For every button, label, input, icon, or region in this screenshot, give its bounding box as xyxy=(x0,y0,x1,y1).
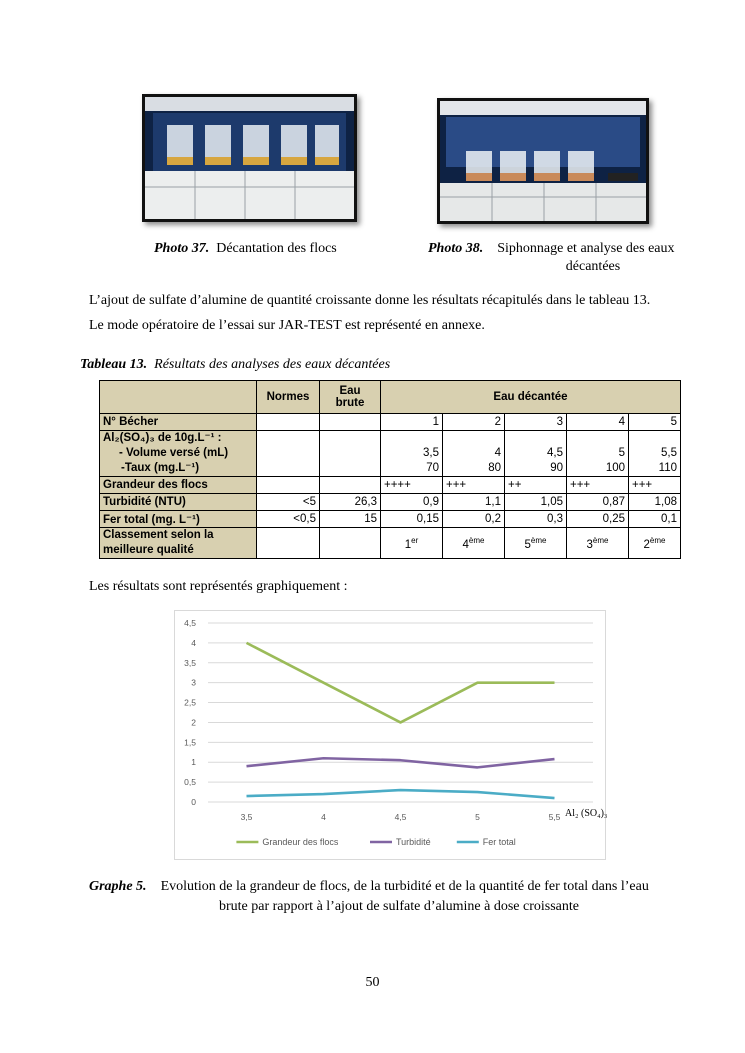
y-tick-label: 1,5 xyxy=(184,737,196,748)
photo-38-caption-label: Photo 38. xyxy=(428,241,484,256)
photo-38-caption-text-line1: Siphonnage et analyse des eaux xyxy=(497,241,675,256)
table-cell: 0,87 xyxy=(567,494,629,511)
photo-siphonnage xyxy=(437,98,649,224)
photo-38-caption-text-line2: décantées xyxy=(565,259,621,274)
series-line xyxy=(247,790,555,798)
table-caption-label: Tableau 13. xyxy=(80,357,148,372)
chart-svg xyxy=(175,611,608,859)
header-eau-brute: Eau brute xyxy=(320,381,381,414)
table-row xyxy=(100,431,681,477)
table-cell xyxy=(320,528,381,559)
y-tick-label: 2,5 xyxy=(184,697,196,708)
table-cell: ++++ xyxy=(381,477,443,494)
graph-caption-label: Graphe 5. xyxy=(89,879,147,894)
table-cell: 26,3 xyxy=(320,494,381,511)
y-tick-label: 0 xyxy=(191,797,196,807)
table-row xyxy=(100,414,681,431)
row-label-grandeur: Grandeur des flocs xyxy=(100,477,257,494)
table-cell: 1,05 xyxy=(505,494,567,511)
table-cell: +++ xyxy=(567,477,629,494)
table-cell xyxy=(257,431,320,477)
row-label-turbidite: Turbidité (NTU) xyxy=(100,494,257,511)
table-cell xyxy=(257,477,320,494)
row-label-becher: N° Bécher xyxy=(100,414,257,431)
table-cell: 4,5 90 xyxy=(505,431,567,477)
table-cell: 5,5 110 xyxy=(629,431,681,477)
table-row xyxy=(100,528,681,559)
table-header-row xyxy=(100,381,681,414)
table-caption xyxy=(80,356,390,374)
photo-37-caption-label: Photo 37. xyxy=(154,241,210,256)
table-cell: 5 xyxy=(629,414,681,431)
line-chart xyxy=(174,610,606,860)
table-cell: 1,08 xyxy=(629,494,681,511)
y-tick-label: 4,5 xyxy=(184,618,196,628)
photo-38-caption xyxy=(428,240,698,276)
row-label-alumine: Al₂(SO₄)₃ de 10g.L⁻¹ : - Volume versé (mL) -Taux (mg.L⁻¹) xyxy=(100,431,257,477)
table-cell: 0,25 xyxy=(567,511,629,528)
table-cell xyxy=(257,528,320,559)
table-cell: 5ème xyxy=(505,528,567,559)
x-tick-label: 5,5 xyxy=(548,812,561,822)
table-cell: 1,1 xyxy=(443,494,505,511)
y-tick-label: 2 xyxy=(191,717,196,728)
table-corner-cell xyxy=(100,381,257,414)
x-axis-label: Al₂ (SO₄)₃ xyxy=(565,808,608,819)
photo-37-caption-text: Décantation des flocs xyxy=(216,241,337,256)
photo-decantation-flocs xyxy=(142,94,357,222)
table-cell: 4ème xyxy=(443,528,505,559)
header-normes: Normes xyxy=(257,381,320,414)
y-tick-label: 3,5 xyxy=(184,657,196,668)
table-cell: <0,5 xyxy=(257,511,320,528)
y-tick-label: 3 xyxy=(191,677,196,688)
row-label-fer: Fer total (mg. L⁻¹) xyxy=(100,511,257,528)
photo-37-caption xyxy=(154,240,337,258)
table-cell: 0,2 xyxy=(443,511,505,528)
paragraph-2: Le mode opératoire de l’essai sur JAR-TEST est représenté en annexe. xyxy=(89,318,485,333)
y-tick-label: 1 xyxy=(191,757,196,768)
y-tick-label: 0,5 xyxy=(184,777,196,788)
table-cell: 4 80 xyxy=(443,431,505,477)
y-tick-label: 4 xyxy=(191,637,196,648)
legend-label: Fer total xyxy=(482,837,516,847)
table-cell: ++ xyxy=(505,477,567,494)
table-row xyxy=(100,511,681,528)
page-number: 50 xyxy=(365,975,380,990)
table-cell: 1 xyxy=(381,414,443,431)
table-cell xyxy=(320,431,381,477)
table-cell: +++ xyxy=(629,477,681,494)
graph-caption-line1: Evolution de la grandeur de flocs, de la turbidité et de la quantité de fer total dans l’eau xyxy=(160,879,649,894)
table-cell: 15 xyxy=(320,511,381,528)
row-label-classement: Classement selon la meilleure qualité xyxy=(100,528,257,559)
x-tick-label: 4,5 xyxy=(394,812,407,822)
table-row xyxy=(100,477,681,494)
table-cell: 0,3 xyxy=(505,511,567,528)
legend-label: Grandeur des flocs xyxy=(262,837,339,847)
graph-caption xyxy=(89,878,709,916)
graph-intro: Les résultats sont représentés graphiquement : xyxy=(89,579,348,594)
table-cell: 3,5 70 xyxy=(381,431,443,477)
x-tick-label: 5 xyxy=(475,812,480,822)
table-cell: 5 100 xyxy=(567,431,629,477)
graph-caption-line2: brute par rapport à l’ajout de sulfate d’alumine à dose croissante xyxy=(219,899,579,914)
legend-label: Turbidité xyxy=(396,837,431,847)
table-cell xyxy=(320,477,381,494)
table-cell: 0,9 xyxy=(381,494,443,511)
table-cell: 2ème xyxy=(629,528,681,559)
table-cell: 3ème xyxy=(567,528,629,559)
series-line xyxy=(247,758,555,767)
table-cell: 1er xyxy=(381,528,443,559)
x-tick-label: 3,5 xyxy=(240,812,253,822)
table-cell: 0,15 xyxy=(381,511,443,528)
table-cell xyxy=(320,414,381,431)
table-caption-text: Résultats des analyses des eaux décantées xyxy=(154,357,391,372)
table-cell: 4 xyxy=(567,414,629,431)
table-cell: 0,1 xyxy=(629,511,681,528)
table-cell xyxy=(257,414,320,431)
x-tick-label: 4 xyxy=(321,812,326,822)
paragraph-1: L’ajout de sulfate d’alumine de quantité croissante donne les résultats récapitulés dans le tableau 13. xyxy=(89,293,651,308)
table-cell: 3 xyxy=(505,414,567,431)
results-table xyxy=(99,380,681,559)
table-row xyxy=(100,494,681,511)
table-cell: +++ xyxy=(443,477,505,494)
table-cell: <5 xyxy=(257,494,320,511)
header-eau-decantee: Eau décantée xyxy=(381,381,681,414)
table-cell: 2 xyxy=(443,414,505,431)
